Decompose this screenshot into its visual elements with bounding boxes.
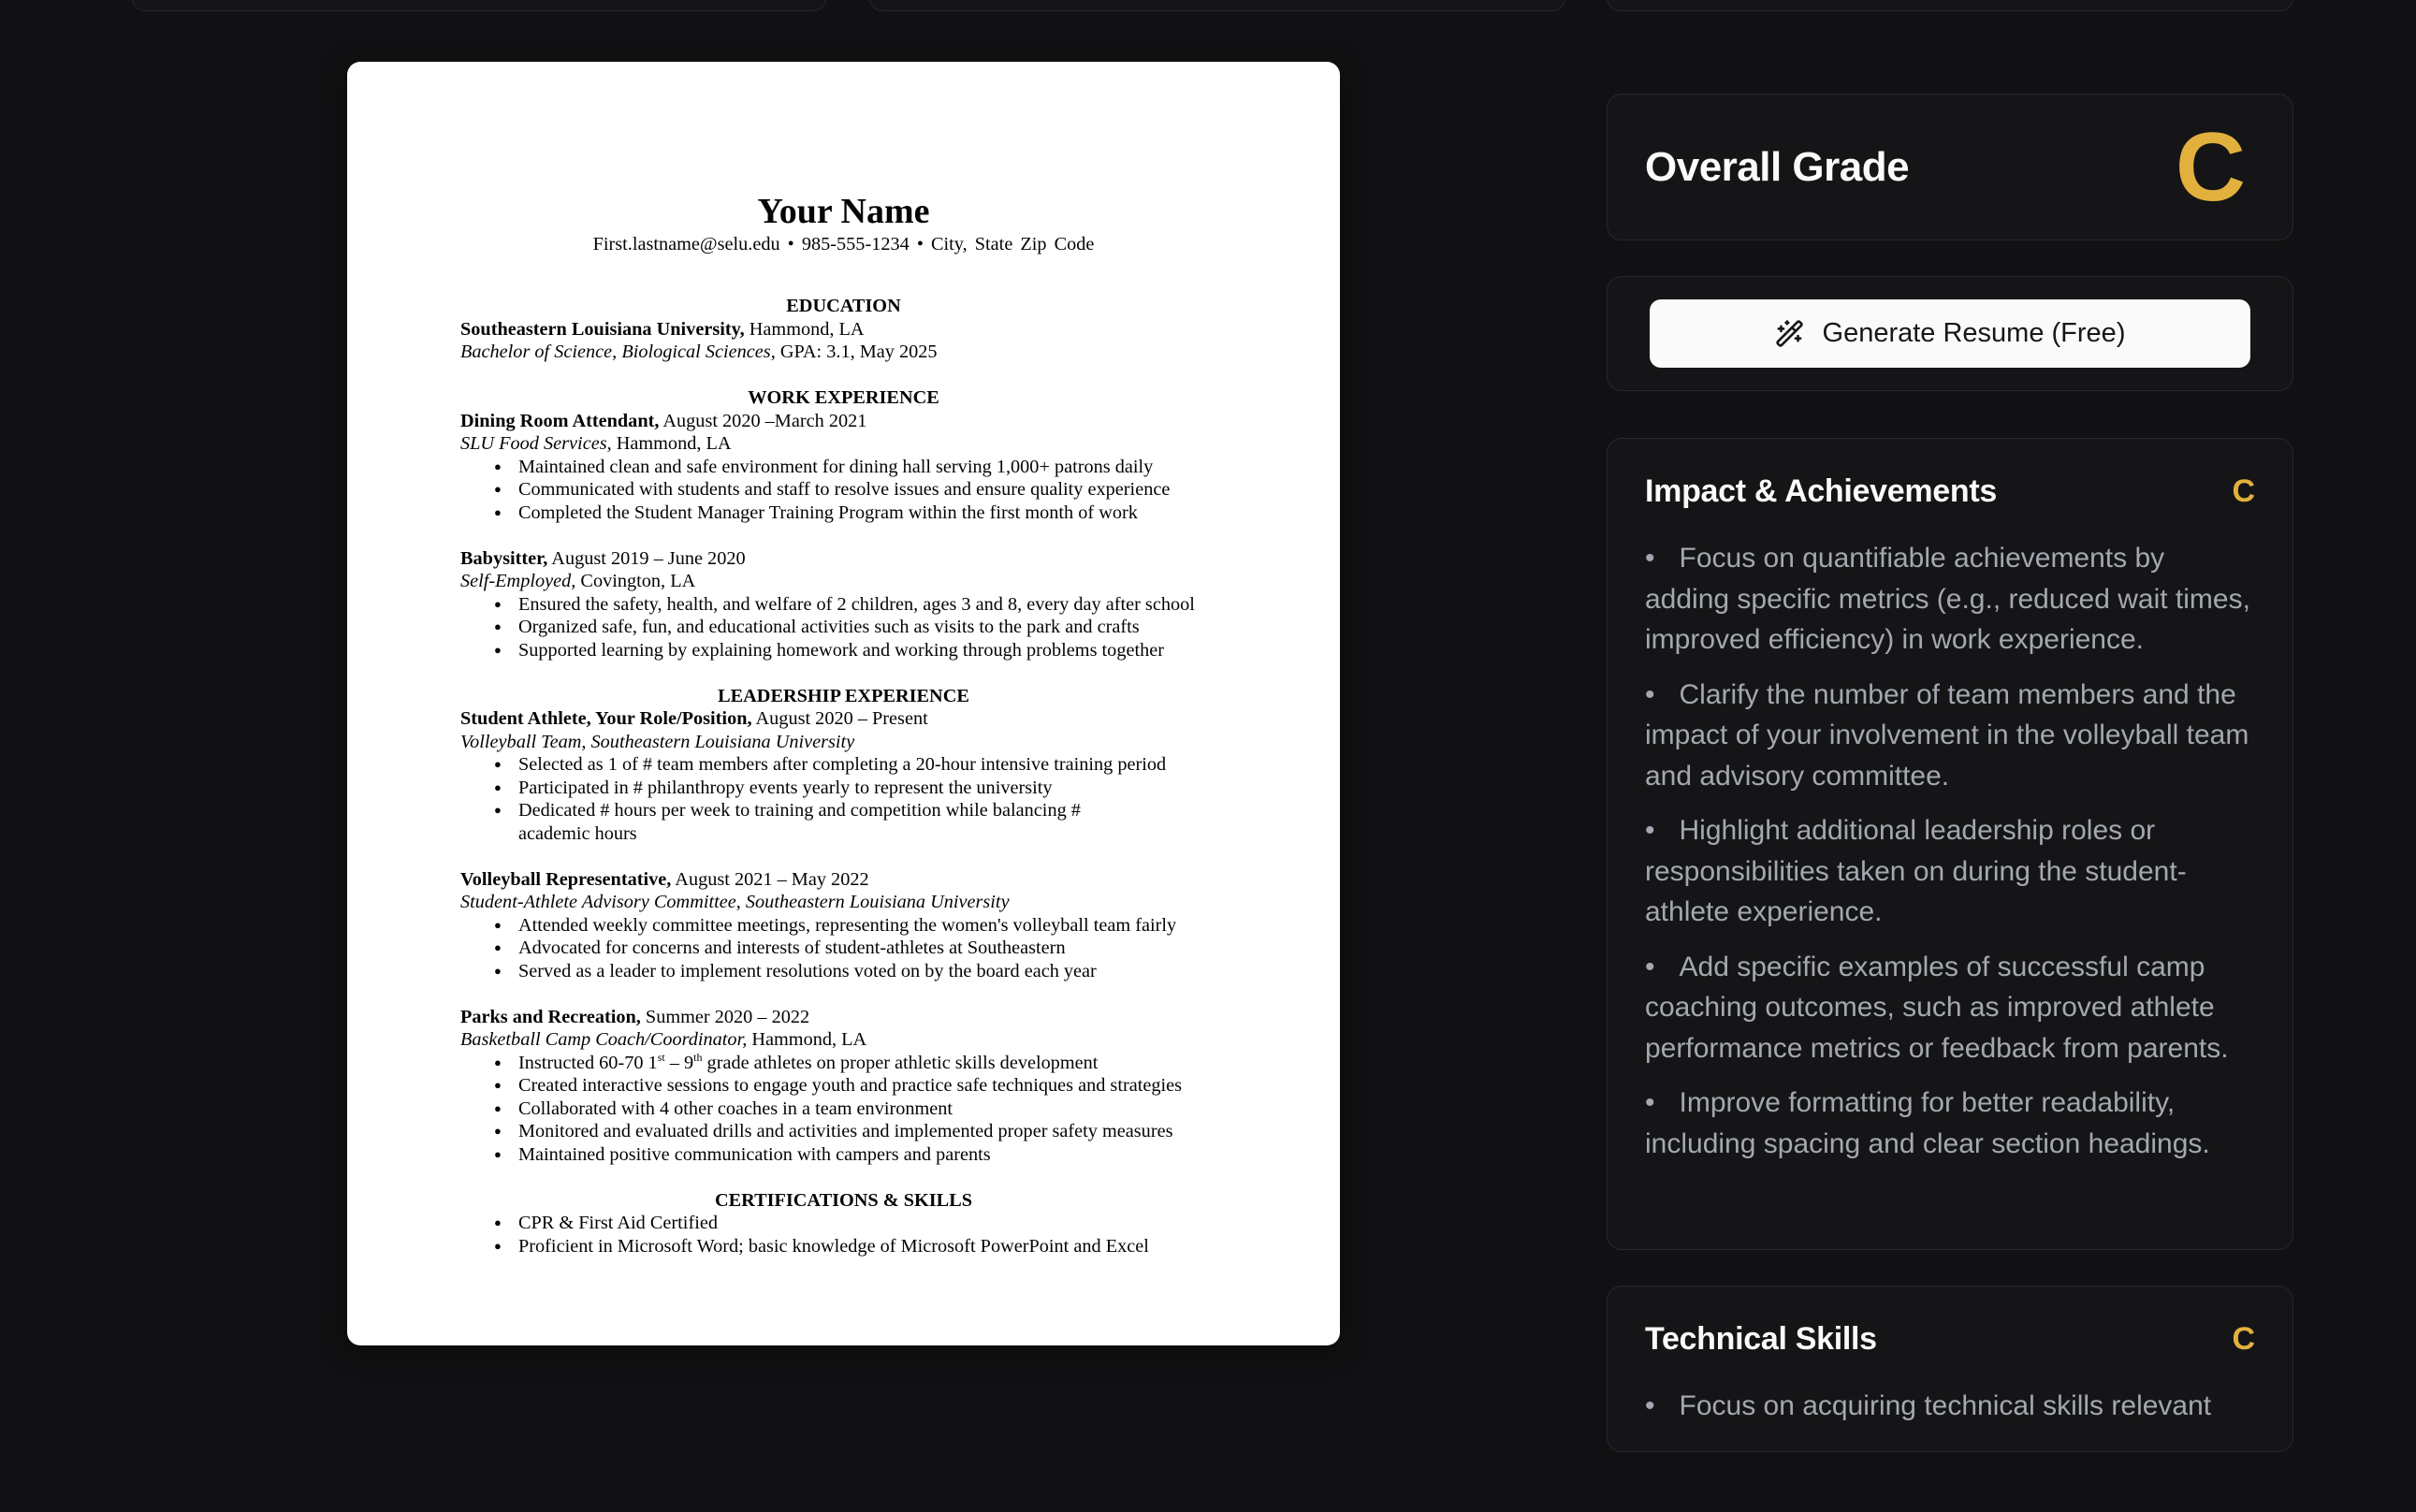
feedback-bullet: • Focus on quantifiable achievements by adding specific metrics (e.g., reduced wait times, improved efficiency) in work experience. [1645, 543, 2250, 655]
resume-school-line: Southeastern Louisiana University, Hammond, LA [460, 318, 865, 340]
resume-bullet-list [460, 1212, 1227, 1258]
resume-bullet-list [460, 593, 1227, 662]
resume-preview-page [347, 62, 1340, 1345]
feedback-card-grade: C [2232, 473, 2255, 509]
resume-degree-line: Bachelor of Science, Biological Sciences, GPA: 3.1, May 2025 [460, 342, 938, 362]
resume-section-heading-leadership: LEADERSHIP EXPERIENCE [718, 685, 969, 706]
bullet-dot: • [1645, 678, 1655, 710]
top-cutoff-card-1 [132, 0, 826, 11]
generate-resume-card [1607, 276, 2293, 391]
resume-bullet-list [460, 456, 1227, 525]
resume-bullet: ● Organized safe, fun, and educational activities such as visits to the park and crafts [460, 616, 1227, 639]
resume-job-title-line: Dining Room Attendant, August 2020 –March 2021 [460, 410, 867, 431]
bullet-dot: • [1645, 543, 1655, 574]
feedback-bullet: • Focus on acquiring technical skills relevant [1645, 1390, 2212, 1421]
resume-job-title-line: Volleyball Representative, August 2021 – May 2022 [460, 868, 869, 890]
resume-bullet: ● Proficient in Microsoft Word; basic knowledge of Microsoft PowerPoint and Excel [460, 1235, 1227, 1258]
feedback-card-title: Impact & Achievements [1645, 473, 1998, 509]
feedback-bullet-list [1645, 1386, 2255, 1427]
wand-sparkles-icon [1775, 319, 1804, 348]
resume-contact-line: First.lastname@selu.edu • 985-555-1234 • City, State Zip Code [592, 234, 1095, 254]
resume-job-org-line: Self-Employed, Covington, LA [460, 571, 696, 591]
resume-bullet: ● Instructed 60-70 1st – 9th grade athletes on proper athletic skills development [460, 1052, 1227, 1075]
bullet-dot: • [1645, 1390, 1655, 1421]
feedback-bullet: • Clarify the number of team members and the impact of your involvement in the volleyball team and advisory committee. [1645, 678, 2249, 792]
resume-bullet: ● Supported learning by explaining homework and working through problems together [460, 639, 1227, 662]
resume-bullet: ● Selected as 1 of # team members after completing a 20-hour intensive training period [460, 753, 1227, 777]
resume-bullet: ● Attended weekly committee meetings, representing the women's volleyball team fairly [460, 914, 1227, 938]
bullet-dot: • [1645, 815, 1655, 846]
resume-section-heading-certifications: CERTIFICATIONS & SKILLS [714, 1189, 973, 1211]
top-cutoff-card-3 [1607, 0, 2293, 11]
resume-bullet: ● CPR & First Aid Certified [460, 1212, 1227, 1235]
resume-section-heading-work: WORK EXPERIENCE [748, 387, 939, 408]
bullet-dot: • [1645, 1087, 1655, 1118]
resume-job-org-line: SLU Food Services, Hammond, LA [460, 433, 732, 454]
resume-bullet: ● Created interactive sessions to engage youth and practice safe techniques and strategies [460, 1074, 1227, 1098]
resume-section-heading-education: EDUCATION [786, 296, 901, 316]
generate-resume-button[interactable] [1650, 299, 2250, 368]
feedback-card-technical-skills [1607, 1286, 2293, 1452]
resume-bullet: ● Communicated with students and staff to resolve issues and ensure quality experience [460, 478, 1227, 502]
resume-job-title-line: Parks and Recreation, Summer 2020 – 2022 [460, 1006, 810, 1027]
feedback-bullet: • Improve formatting for better readability, including spacing and clear section headings. [1645, 1087, 2210, 1159]
bullet-dot: • [1645, 951, 1655, 982]
top-cutoff-card-2 [869, 0, 1565, 11]
feedback-card-title: Technical Skills [1645, 1321, 1877, 1357]
resume-bullet: ● Monitored and evaluated drills and activities and implemented proper safety measures [460, 1120, 1227, 1143]
resume-job-title-line: Student Athlete, Your Role/Position, August 2020 – Present [460, 708, 928, 729]
resume-bullet: ● Completed the Student Manager Training Program within the first month of work [460, 502, 1227, 525]
resume-bullet-list [460, 1052, 1227, 1167]
feedback-bullet-list [1645, 538, 2255, 1164]
resume-bullet-list [460, 914, 1227, 983]
resume-bullet: ● Maintained positive communication with campers and parents [460, 1143, 1227, 1167]
overall-grade-label: Overall Grade [1645, 143, 1910, 190]
resume-job-org-line: Student-Athlete Advisory Committee, Southeastern Louisiana University [460, 892, 1010, 912]
resume-bullet: ● Dedicated # hours per week to training and competition while balancing # academic hours [460, 799, 1115, 845]
resume-name: Your Name [757, 192, 930, 231]
resume-job-title-line: Babysitter, August 2019 – June 2020 [460, 547, 746, 569]
resume-job-org-line: Volleyball Team, Southeastern Louisiana University [460, 731, 855, 752]
resume-bullet: ● Advocated for concerns and interests of student-athletes at Southeastern [460, 937, 1227, 960]
resume-bullet-list [460, 753, 1227, 845]
resume-job-org-line: Basketball Camp Coach/Coordinator, Hammond, LA [460, 1029, 867, 1050]
resume-bullet: ● Participated in # philanthropy events yearly to represent the university [460, 777, 1227, 800]
resume-bullet: ● Served as a leader to implement resolutions voted on by the board each year [460, 960, 1227, 983]
overall-grade-card [1607, 94, 2293, 240]
overall-grade-value: C [2175, 112, 2246, 222]
resume-bullet: ● Maintained clean and safe environment for dining hall serving 1,000+ patrons daily [460, 456, 1227, 479]
feedback-card-grade: C [2232, 1321, 2255, 1357]
feedback-bullet: • Add specific examples of successful camp coaching outcomes, such as improved athlete performance metrics or feedback from parents. [1645, 951, 2229, 1064]
generate-resume-button-label: Generate Resume (Free) [1822, 318, 2126, 348]
feedback-bullet: • Highlight additional leadership roles or responsibilities taken on during the student-athlete experience. [1645, 815, 2187, 927]
resume-bullet: ● Ensured the safety, health, and welfare of 2 children, ages 3 and 8, every day after school [460, 593, 1227, 617]
resume-bullet: ● Collaborated with 4 other coaches in a team environment [460, 1098, 1227, 1121]
feedback-card-impact-achievements [1607, 438, 2293, 1250]
